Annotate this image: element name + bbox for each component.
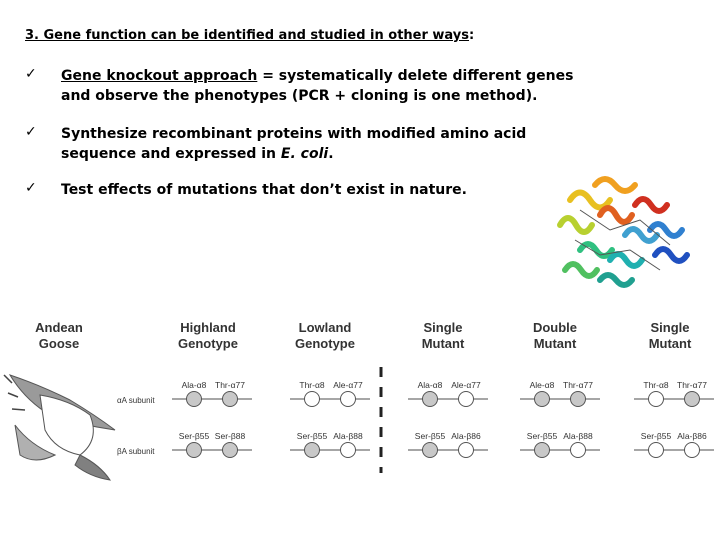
residue-pair [172,380,252,407]
residue-dot [423,443,438,458]
residue-label: Ale-α77 [451,380,481,390]
column-header: Lowland [298,320,352,335]
bullet-text [61,124,526,164]
column-header: Mutant [533,336,577,351]
residue-dot [649,392,664,407]
bullet-line: Synthesize recombinant proteins with modified amino acid [61,126,527,142]
residue-label: Ala-α8 [181,380,207,390]
protein-structure-image [540,160,700,300]
residue-label: Ser-β55 [526,431,558,441]
residue-dot [305,392,320,407]
residue-pair [290,431,370,458]
residue-label: Ser-β55 [414,431,446,441]
bullet-line: Test effects of mutations that don’t exist in nature. [61,182,467,198]
residue-label: Ale-α77 [333,380,363,390]
residue-label: Thr-α77 [563,380,593,390]
title-colon: : [469,28,475,43]
species-name: E. coli [280,146,329,162]
residue-dot [341,392,356,407]
residue-label: Ala-β88 [563,431,593,441]
residue-dot [459,443,474,458]
residue-pair [520,431,600,458]
residue-dot [459,392,474,407]
residue-label: Ala-β88 [333,431,363,441]
residue-label: Ser-β55 [296,431,328,441]
residue-pair [172,431,252,458]
column-header: Highland [180,320,236,335]
column-header: Double [532,320,578,335]
column-header: Goose [38,336,80,351]
column-header: Single [423,320,463,335]
residue-pair [290,380,370,407]
row-label-beta: βA subunit [117,447,155,456]
bullet-line: and observe the phenotypes (PCR + cloning is one method). [61,88,538,104]
residue-dot [649,443,664,458]
residue-label: Thr-α8 [299,380,325,390]
column-header: Mutant [421,336,465,351]
title-text: 3. Gene function can be identified and studied in other ways [25,28,470,43]
residue-dot [535,443,550,458]
residue-label: Ala-β86 [677,431,707,441]
bullet-line: . [328,146,334,162]
residue-label: Ser-β88 [214,431,246,441]
knockout-term: Gene knockout approach [61,68,258,84]
residue-label: Ser-β55 [640,431,672,441]
column-header: Genotype [295,336,355,351]
residue-dot [223,392,238,407]
checkmark-icon: ✓ [25,66,37,82]
residue-dot [535,392,550,407]
residue-label: Ala-α8 [417,380,443,390]
residue-dot [305,443,320,458]
residue-pair [408,431,488,458]
residue-label: Thr-α8 [643,380,669,390]
residue-pair [408,380,488,407]
residue-pair [634,431,714,458]
residue-dot [571,443,586,458]
residue-label: Ala-β86 [451,431,481,441]
column-header: Genotype [178,336,238,351]
column-header: Andean [35,320,83,335]
residue-pair [520,380,600,407]
bullet-recombinant [25,124,665,164]
residue-dot [423,392,438,407]
residue-label: Ale-α8 [529,380,555,390]
residue-dot [685,392,700,407]
residue-dot [187,392,202,407]
residue-dot [223,443,238,458]
residue-dot [685,443,700,458]
column-header: Single [650,320,690,335]
bullet-text [61,180,467,200]
bullet-text [61,66,573,106]
column-header: Mutant [648,336,692,351]
slide-title [25,28,474,43]
residue-label: Ser-β55 [178,431,210,441]
bullet-line: sequence and expressed in [61,146,281,162]
goose-illustration [4,375,115,480]
bullet-knockout [25,66,665,106]
residue-dot [187,443,202,458]
residue-label: Thr-α77 [677,380,707,390]
residue-dot [571,392,586,407]
checkmark-icon: ✓ [25,180,37,196]
hemoglobin-mutant-figure [0,305,720,540]
residue-pair [634,380,714,407]
checkmark-icon: ✓ [25,124,37,140]
bullet-line: = systematically delete different genes [257,68,574,84]
row-label-alpha: αA subunit [117,396,155,405]
residue-dot [341,443,356,458]
residue-label: Thr-α77 [215,380,245,390]
sites-layer [172,380,714,458]
